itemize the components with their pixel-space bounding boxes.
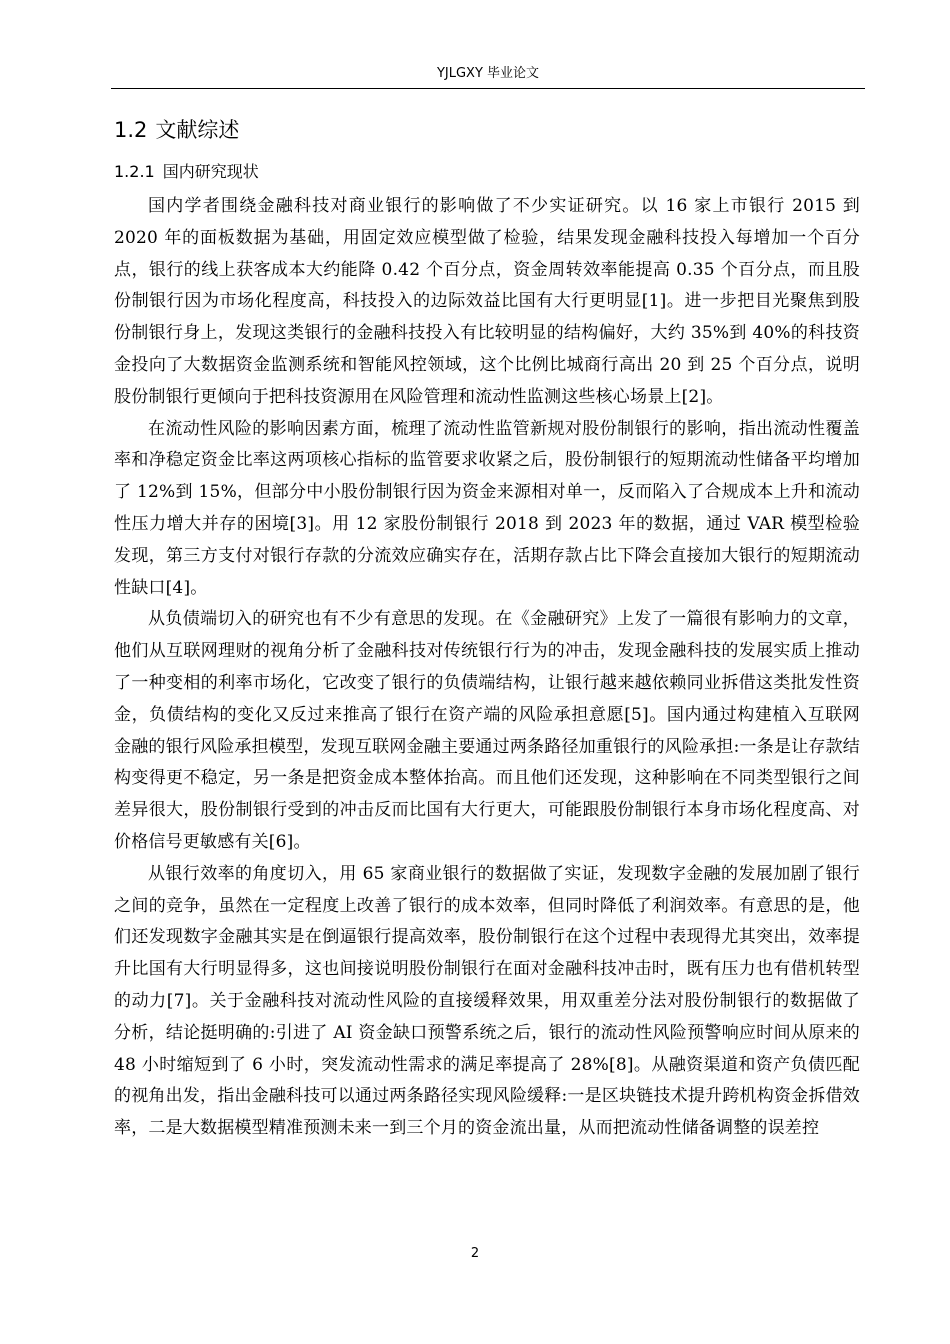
subsection-heading xyxy=(114,160,259,184)
section-number: 1.2 xyxy=(114,118,148,142)
body-text xyxy=(114,191,860,1145)
page-header xyxy=(111,62,865,89)
page-number: 2 xyxy=(470,1246,480,1261)
header-title: YJLGXY 毕业论文 xyxy=(436,66,540,81)
paragraph-2: 在流动性风险的影响因素方面，梳理了流动性监管新规对股份制银行的影响，指出流动性覆盖率和净稳定资金比率这两项核心指标的监管要求收紧之后，股份制银行的短期流动性储备平均增加了 12%到 15%，但部分中小股份制银行因为资金来源相对单一，反而陷入了合规成本上升和流动性压力增大并存的困境[3]。用 12 家股份制银行 2018 到 2023 年的数据，通过 VAR 模型检验发现，第三方支付对银行存款的分流效应确实存在，活期存款占比下降会直接加大银行的短期流动性缺口[4]。 xyxy=(114,418,860,598)
subsection-title: 国内研究现状 xyxy=(162,162,259,181)
section-heading xyxy=(114,116,239,144)
subsection-number: 1.2.1 xyxy=(114,162,155,181)
section-title: 文献综述 xyxy=(155,118,240,142)
paragraph-3: 从负债端切入的研究也有不少有意思的发现。在《金融研究》上发了一篇很有影响力的文章，他们从互联网理财的视角分析了金融科技对传统银行行为的冲击，发现金融科技的发展实质上推动了一种变相的利率市场化，它改变了银行的负债端结构，让银行越来越依赖同业拆借这类批发性资金，负债结构的变化又反过来推高了银行在资产端的风险承担意愿[5]。国内通过构建植入互联网金融的银行风险承担模型，发现互联网金融主要通过两条路径加重银行的风险承担:一条是让存款结构变得更不稳定，另一条是把资金成本整体抬高。而且他们还发现，这种影响在不同类型银行之间差异很大，股份制银行受到的冲击反而比国有大行更大，可能跟股份制银行本身市场化程度高、对价格信号更敏感有关[6]。 xyxy=(114,609,860,852)
paragraph-1: 国内学者围绕金融科技对商业银行的影响做了不少实证研究。以 16 家上市银行 2015 到 2020 年的面板数据为基础，用固定效应模型做了检验，结果发现金融科技投入每增加一个百分点，银行的线上获客成本大约能降 0.42 个百分点，资金周转效率能提高 0.35 个百分点，而且股份制银行因为市场化程度高，科技投入的边际效益比国有大行更明显[1]。进一步把目光聚焦到股份制银行身上，发现这类银行的金融科技投入有比较明显的结构偏好，大约 35%到 40%的科技资金投向了大数据资金监测系统和智能风控领域，这个比例比城商行高出 20 到 25 个百分点，说明股份制银行更倾向于把科技资源用在风险管理和流动性监测这些核心场景上[2]。 xyxy=(114,196,860,407)
paragraph-4: 从银行效率的角度切入，用 65 家商业银行的数据做了实证，发现数字金融的发展加剧了银行之间的竞争，虽然在一定程度上改善了银行的成本效率，但同时降低了利润效率。有意思的是，他们还发现数字金融其实是在倒逼银行提高效率，股份制银行在这个过程中表现得尤其突出，效率提升比国有大行明显得多，这也间接说明股份制银行在面对金融科技冲击时，既有压力也有借机转型的动力[7]。关于金融科技对流动性风险的直接缓释效果，用双重差分法对股份制银行的数据做了分析，结论挺明确的:引进了 AI 资金缺口预警系统之后，银行的流动性风险预警响应时间从原来的 48 小时缩短到了 6 小时，突发流动性需求的满足率提高了 28%[8]。从融资渠道和资产负债匹配的视角出发，指出金融科技可以通过两条路径实现风险缓释:一是区块链技术提升跨机构资金拆借效率，二是大数据模型精准预测未来一到三个月的资金流出量，从而把流动性储备调整的误差控 xyxy=(114,863,860,1139)
